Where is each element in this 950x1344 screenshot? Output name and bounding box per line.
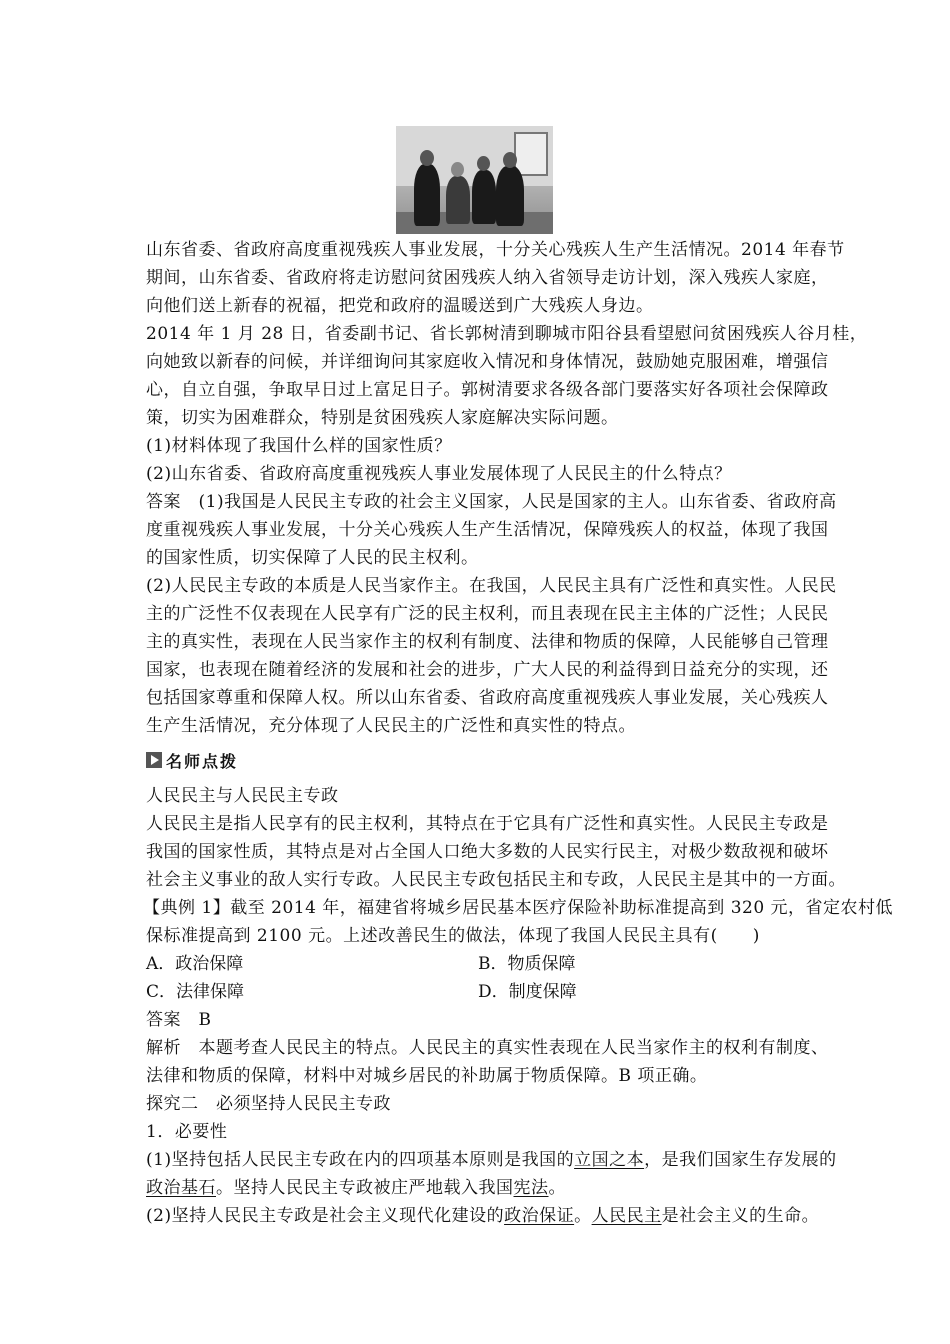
underlined-term: 政治基石 <box>146 1178 216 1198</box>
material-para2-line3: 心，自立自强，争取早日过上富足日子。郭树清要求各级各部门要落实好各项社会保障政 <box>146 380 829 400</box>
underlined-term: 立国之本 <box>574 1150 645 1170</box>
necessity-point1-line1: (1)坚持包括人民民主专政在内的四项基本原则是我国的立国之本，是我们国家生存发展的 <box>146 1150 837 1170</box>
necessity-point2: (2)坚持人民民主专政是社会主义现代化建设的政治保证。人民民主是社会主义的生命。 <box>146 1206 820 1226</box>
example-answer: 答案 B <box>146 1010 212 1030</box>
material-para2-line1: 2014 年 1 月 28 日，省委副书记、省长郭树清到聊城市阳谷县看望慰问贫困残疾人谷月桂， <box>146 324 868 344</box>
section-header <box>146 749 238 771</box>
option-c: C．法律保障 <box>146 982 245 1002</box>
underlined-term: 宪法 <box>513 1178 549 1198</box>
necessity-point1-line2: 政治基石。坚持人民民主专政被庄严地载入我国宪法。 <box>146 1178 566 1198</box>
photo <box>396 126 553 234</box>
play-triangle-icon <box>146 752 162 768</box>
answer-2-line4: 国家，也表现在随着经济的发展和社会的进步，广大人民的利益得到日益充分的实现，还 <box>146 660 829 680</box>
option-a: A．政治保障 <box>146 954 244 974</box>
example-line1: 【典例 1】截至 2014 年，福建省将城乡居民基本医疗保险补助标准提高到 320 元，省定农村低 <box>143 898 894 918</box>
answer-2-line3: 主的真实性，表现在人民当家作主的权利有制度、法律和物质的保障，人民能够自己管理 <box>146 632 829 652</box>
option-d: D．制度保障 <box>478 982 577 1002</box>
tip-title: 人民民主与人民民主专政 <box>146 786 339 806</box>
answer-2-line6: 生产生活情况，充分体现了人民民主的广泛性和真实性的特点。 <box>146 716 636 736</box>
analysis-line2: 法律和物质的保障，材料中对城乡居民的补助属于物质保障。B 项正确。 <box>146 1066 708 1086</box>
option-b: B．物质保障 <box>478 954 576 974</box>
answer-2-line5: 包括国家尊重和保障人权。所以山东省委、省政府高度重视残疾人事业发展，关心残疾人 <box>146 688 829 708</box>
material-para1-line2: 期间，山东省委、省政府将走访慰问贫困残疾人纳入省领导走访计划，深入残疾人家庭， <box>146 268 829 288</box>
tip-body-line2: 我国的国家性质，其特点是对占全国人口绝大多数的人民实行民主，对极少数敌视和破坏 <box>146 842 829 862</box>
material-para1-line3: 向他们送上新春的祝福，把党和政府的温暖送到广大残疾人身边。 <box>146 296 654 316</box>
answer-1-line2: 度重视残疾人事业发展，十分关心残疾人生产生活情况，保障残疾人的权益，体现了我国 <box>146 520 829 540</box>
question-1: (1)材料体现了我国什么样的国家性质？ <box>146 436 452 456</box>
answer-1-line1: 答案 (1)我国是人民民主专政的社会主义国家，人民是国家的主人。山东省委、省政府高 <box>146 492 837 512</box>
tip-body-line3: 社会主义事业的敌人实行专政。人民民主专政包括民主和专政，人民民主是其中的一方面。 <box>146 870 846 890</box>
answer-2-line1: (2)人民民主专政的本质是人民当家作主。在我国，人民民主具有广泛性和真实性。人民民 <box>146 576 837 596</box>
tip-body-line1: 人民民主是指人民享有的民主权利，其特点在于它具有广泛性和真实性。人民民主专政是 <box>146 814 829 834</box>
underlined-term: 人民民主 <box>591 1206 662 1226</box>
material-para1-line1: 山东省委、省政府高度重视残疾人事业发展，十分关心残疾人生产生活情况。2014 年春节 <box>146 240 845 260</box>
analysis-line1: 解析 本题考查人民民主的特点。人民民主的真实性表现在人民当家作主的权利有制度、 <box>146 1038 829 1058</box>
answer-1-line3: 的国家性质，切实保障了人民的民主权利。 <box>146 548 479 568</box>
answer-2-line2: 主的广泛性不仅表现在人民享有广泛的民主权利，而且表现在民主主体的广泛性；人民民 <box>146 604 829 624</box>
section-header-title: 名师点拨 <box>166 751 239 771</box>
question-2: (2)山东省委、省政府高度重视残疾人事业发展体现了人民民主的什么特点？ <box>146 464 732 484</box>
material-para2-line4: 策，切实为困难群众，特别是贫困残疾人家庭解决实际问题。 <box>146 408 619 428</box>
material-para2-line2: 向她致以新春的问候，并详细询问其家庭收入情况和身体情况，鼓励她克服困难，增强信 <box>146 352 829 372</box>
underlined-term: 政治保证 <box>504 1206 575 1226</box>
example-line2: 保标准提高到 2100 元。上述改善民生的做法，体现了我国人民民主具有( ) <box>146 926 760 946</box>
explore-2-heading: 探究二 必须坚持人民民主专政 <box>146 1094 391 1114</box>
necessity-heading: 1．必要性 <box>146 1122 228 1142</box>
